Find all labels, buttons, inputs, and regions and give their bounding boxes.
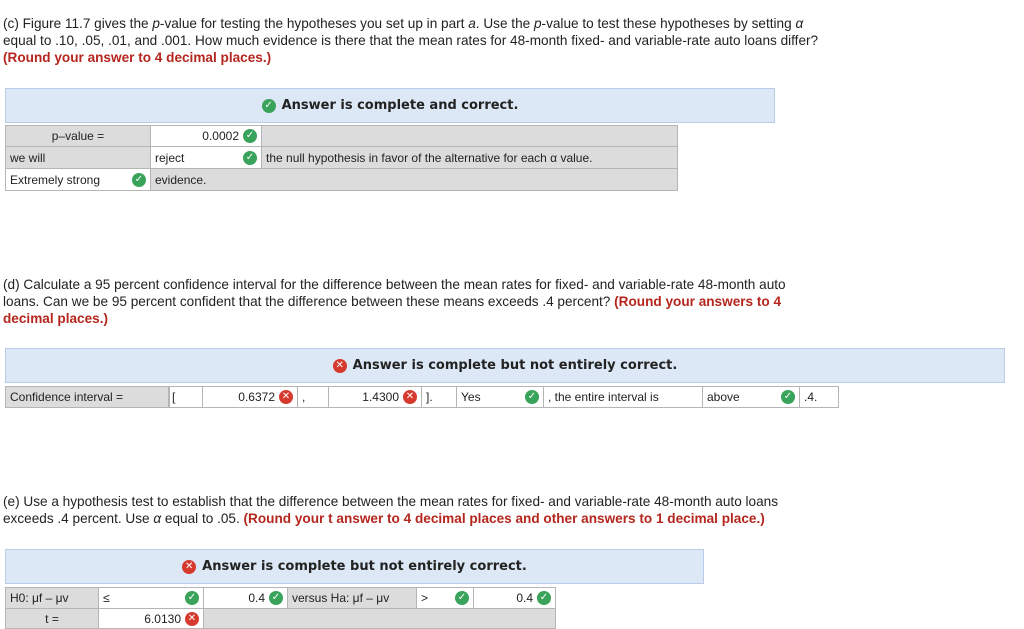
text: α: [153, 511, 162, 526]
tail-text: [800, 386, 838, 408]
h0-sign-dropdown[interactable]: [98, 587, 204, 609]
h0-value-input[interactable]: [203, 587, 288, 609]
part-c-question: [3, 15, 1013, 66]
text: a: [468, 16, 476, 31]
check-icon: ✓: [132, 173, 146, 187]
check-icon: ✓: [781, 390, 795, 404]
text: -value to test these hypotheses by setting: [541, 16, 796, 31]
ha-sign-dropdown[interactable]: [416, 587, 474, 609]
close-bracket: [422, 386, 456, 408]
divider: [5, 407, 839, 408]
t-value-input[interactable]: [98, 608, 204, 629]
x-icon: ✕: [279, 390, 293, 404]
text: .4.: [804, 390, 818, 404]
text: 1.4300: [362, 390, 399, 404]
text: exceeds .4 percent. Use: [3, 511, 154, 526]
text: loans. Can we be 95 percent confident that the difference between these means exceeds .4 percent?: [3, 294, 615, 309]
x-icon: ✕: [182, 560, 196, 574]
text: 6.0130: [144, 611, 181, 626]
text: Confidence interval =: [10, 390, 124, 404]
check-icon: ✓: [525, 390, 539, 404]
text: H0: μf – μv: [10, 591, 69, 605]
text: [: [172, 390, 176, 404]
answer-status-banner: [5, 88, 775, 123]
check-icon: ✓: [269, 591, 283, 605]
text: ≤: [103, 591, 110, 605]
text: we will: [10, 150, 46, 165]
instruction: (Round your answers to 4: [614, 294, 782, 309]
text: 0.6372: [238, 390, 275, 404]
text: ].: [426, 390, 433, 404]
ha-label: [287, 587, 417, 609]
text: p: [533, 16, 542, 31]
above-dropdown[interactable]: [702, 386, 800, 408]
instruction: (Round your t answer to 4 decimal places and other answers to 1 decimal place.): [243, 511, 765, 526]
x-icon: ✕: [403, 390, 417, 404]
ci-lower-input[interactable]: [202, 386, 298, 408]
text: (d) Calculate a 95 percent confidence interval for the difference between the mean rates for fixed- and variable-rate 48-month auto: [3, 277, 786, 292]
text: 0.4: [516, 591, 533, 605]
instruction: (Round your answer to 4 decimal places.): [3, 50, 272, 65]
banner-text: Answer is complete but not entirely correct.: [202, 559, 527, 574]
text: equal to .05.: [161, 511, 244, 526]
text: reject: [155, 150, 185, 165]
part-d-question: [3, 276, 1013, 327]
answer-status-banner: [5, 348, 1005, 383]
text: α: [795, 16, 804, 31]
divider: [838, 386, 839, 408]
blank-cell: [203, 608, 556, 629]
text: (e) Use a hypothesis test to establish that the difference between the mean rates for fixed- and variable-rate 48-month auto loans: [3, 494, 779, 509]
reject-dropdown[interactable]: [150, 146, 262, 169]
evidence-dropdown[interactable]: [5, 168, 151, 191]
check-icon: ✓: [262, 99, 276, 113]
banner-text: Answer is complete but not entirely correct.: [352, 358, 678, 373]
we-will-suffix: [261, 146, 678, 169]
yes-dropdown[interactable]: [456, 386, 544, 408]
divider: [5, 386, 839, 387]
pvalue-label: [5, 125, 151, 147]
text: above: [707, 390, 740, 404]
h0-label: [5, 587, 99, 609]
text: Extremely strong: [10, 172, 101, 187]
text: . Use the: [475, 16, 534, 31]
answer-status-banner: [5, 549, 704, 584]
ci-upper-input[interactable]: [328, 386, 422, 408]
we-will-label: [5, 146, 151, 169]
pvalue-input[interactable]: [150, 125, 262, 147]
check-icon: ✓: [185, 591, 199, 605]
text: the null hypothesis in favor of the alternative for each α value.: [266, 150, 593, 165]
text: p: [152, 16, 160, 31]
banner-text: Answer is complete and correct.: [281, 98, 519, 113]
text: versus Ha: μf – μv: [292, 591, 390, 605]
text: ,: [302, 390, 306, 404]
check-icon: ✓: [455, 591, 469, 605]
text: t =: [45, 611, 59, 626]
text: 0.4: [248, 591, 265, 605]
text: (c) Figure 11.7 gives the: [3, 16, 153, 31]
part-e-question: [3, 493, 1013, 527]
text: Yes: [461, 390, 481, 404]
text: equal to .10, .05, .01, and .001. How much evidence is there that the mean rates for 48-month fixed- and variable-rate auto loans differ?: [3, 33, 819, 48]
comma: [298, 386, 328, 408]
entire-interval-text: [544, 386, 702, 408]
ha-value-input[interactable]: [473, 587, 556, 609]
blank-cell: [261, 125, 678, 147]
x-icon: ✕: [185, 612, 199, 626]
check-icon: ✓: [537, 591, 551, 605]
text: -value for testing the hypotheses you set up in part: [159, 16, 469, 31]
text: p–value =: [51, 129, 105, 143]
check-icon: ✓: [243, 129, 257, 143]
divider: [168, 386, 169, 408]
text: 0.0002: [202, 129, 239, 143]
x-icon: ✕: [333, 359, 347, 373]
open-bracket: [168, 386, 202, 408]
text: evidence.: [155, 172, 207, 187]
evidence-suffix: [150, 168, 678, 191]
instruction: decimal places.): [3, 311, 109, 326]
t-label: [5, 608, 99, 629]
text: >: [421, 591, 429, 605]
check-icon: ✓: [243, 151, 257, 165]
text: , the entire interval is: [548, 390, 659, 404]
ci-label: [5, 386, 170, 408]
